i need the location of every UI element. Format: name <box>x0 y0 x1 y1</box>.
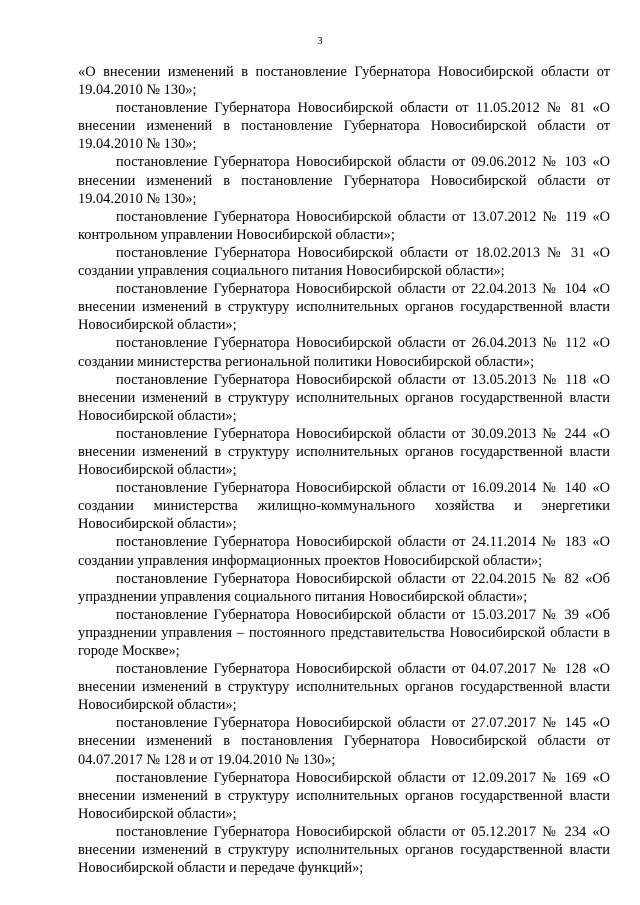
decree-paragraph: постановление Губернатора Новосибирской области от 24.11.2014 № 183 «О создании управления информационных проектов Новосибирской области»; <box>78 534 610 569</box>
page-number: 3 <box>317 36 323 47</box>
decree-paragraph: постановление Губернатора Новосибирской области от 13.05.2013 № 118 «О внесении изменений в структуру исполнительных органов государственной власти Новосибирской области»; <box>78 371 610 424</box>
decree-paragraph: постановление Губернатора Новосибирской области от 13.07.2012 № 119 «О контрольном управлении Новосибирской области»; <box>78 208 610 243</box>
decree-paragraph: постановление Губернатора Новосибирской области от 22.04.2015 № 82 «Об упразднении управления социального питания Новосибирской области»; <box>78 570 610 605</box>
decree-paragraph: постановление Губернатора Новосибирской области от 16.09.2014 № 140 «О создании министерства жилищно-коммунального хозяйства и энергетики Новосибирской области»; <box>78 480 610 533</box>
decree-paragraph: постановление Губернатора Новосибирской области от 05.12.2017 № 234 «О внесении изменений в структуру исполнительных органов государственной власти Новосибирской области и передаче функций»; <box>78 823 610 877</box>
decree-paragraph: постановление Губернатора Новосибирской области от 15.03.2017 № 39 «Об упразднении управления – постоянного представительства Новосибирской области в городе Москве»; <box>78 606 610 659</box>
decree-paragraph: «О внесении изменений в постановление Губернатора Новосибирской области от 19.04.2010 № 130»; <box>78 64 610 99</box>
decree-paragraph: постановление Губернатора Новосибирской области от 26.04.2013 № 112 «О создании министерства региональной политики Новосибирской области»; <box>78 335 610 370</box>
decree-paragraph: постановление Губернатора Новосибирской области от 11.05.2012 № 81 «О внесении изменений в постановление Губернатора Новосибирской области от 19.04.2010 № 130»; <box>78 100 610 153</box>
document-body <box>78 63 610 877</box>
decree-paragraph: постановление Губернатора Новосибирской области от 27.07.2017 № 145 «О внесении изменений в постановления Губернатора Новосибирской области от 04.07.2017 № 128 и от 19.04.2010 № 130»; <box>78 715 610 768</box>
decree-paragraph: постановление Губернатора Новосибирской области от 09.06.2012 № 103 «О внесении изменений в постановление Губернатора Новосибирской области от 19.04.2010 № 130»; <box>78 154 610 207</box>
decree-paragraph: постановление Губернатора Новосибирской области от 04.07.2017 № 128 «О внесении изменений в структуру исполнительных органов государственной власти Новосибирской области»; <box>78 661 610 714</box>
decree-paragraph: постановление Губернатора Новосибирской области от 12.09.2017 № 169 «О внесении изменений в структуру исполнительных органов государственной власти Новосибирской области»; <box>78 769 610 822</box>
decree-paragraph: постановление Губернатора Новосибирской области от 30.09.2013 № 244 «О внесении изменений в структуру исполнительных органов государственной власти Новосибирской области»; <box>78 425 610 479</box>
decree-paragraph: постановление Губернатора Новосибирской области от 22.04.2013 № 104 «О внесении изменений в структуру исполнительных органов государственной власти Новосибирской области»; <box>78 281 610 334</box>
decree-paragraph: постановление Губернатора Новосибирской области от 18.02.2013 № 31 «О создании управления социального питания Новосибирской области»; <box>78 244 610 280</box>
